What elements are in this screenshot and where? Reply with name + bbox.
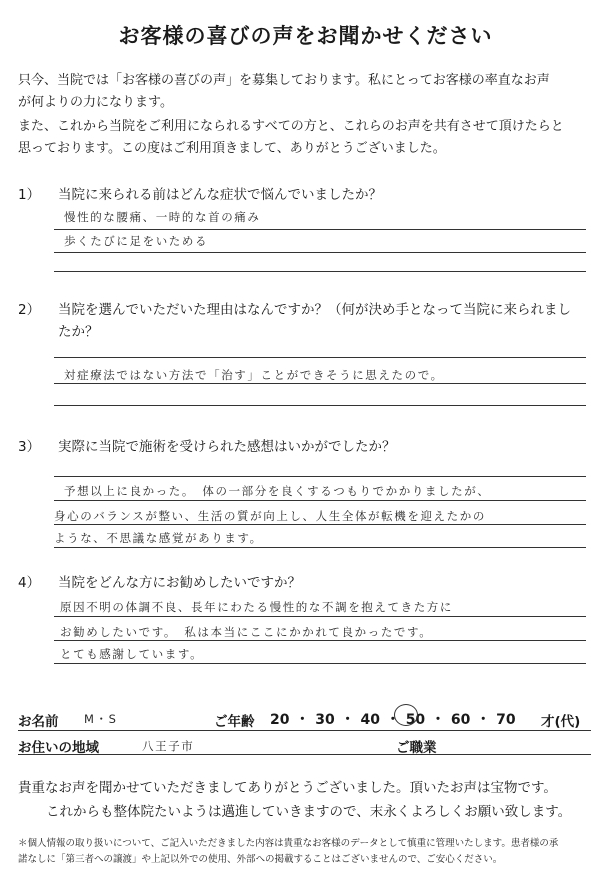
question-3-text: 実際に当院で施術を受けられた感想はいかがでしたか？ xyxy=(58,439,396,455)
privacy-note-line-2: 諾なしに「第三者への譲渡」や上記以外での使用、外部への掲載することはございませんので、ご安心ください。 xyxy=(18,854,503,865)
name-label: お名前 xyxy=(18,714,59,730)
question-2-number: 2） xyxy=(18,302,41,318)
answer-1-line-2: 歩くたびに足をいためる xyxy=(64,234,209,248)
answer-2-line-1: 対症療法ではない方法で「治す」ことができそうに思えたので。 xyxy=(64,368,444,382)
intro-line-4: 思っております。この度はご利用頂きまして、ありがとうございました。 xyxy=(18,141,446,156)
name-value: M・S xyxy=(84,712,118,726)
intro-line-2: が何よりの力になります。 xyxy=(18,95,173,110)
answer-1-line-1: 慢性的な腰痛、一時的な首の痛み xyxy=(64,210,261,224)
question-1-number: 1） xyxy=(18,187,41,203)
answer-3-line-2: 身心のバランスが整い、生活の質が向上し、人生全体が転機を迎えたかの xyxy=(54,509,486,523)
answer-4-line-2: お勧めしたいです。 私は本当にここにかかれて良かったです。 xyxy=(60,625,433,639)
question-3-number: 3） xyxy=(18,439,41,455)
answer-4-line-1: 原因不明の体調不良、長年にわたる慢性的な不調を抱えてきた方に xyxy=(60,600,453,614)
question-2-text-line-1: 当院を選んでいただいた理由はなんですか？（何が決め手となって当院に来られまし xyxy=(58,302,571,318)
job-label: ご職業 xyxy=(396,740,437,756)
answer-rule xyxy=(54,640,586,641)
intro-line-1: 只今、当院では「お客様の喜びの声」を募集しております。私にとってお客様の率直なお声 xyxy=(18,73,550,88)
area-value: 八王子市 xyxy=(142,739,195,753)
answer-rule xyxy=(54,663,586,664)
answer-rule xyxy=(54,476,586,477)
answer-rule xyxy=(54,405,586,406)
question-4-number: 4） xyxy=(18,575,41,591)
answer-rule xyxy=(54,500,586,501)
closing-line-2: これからも整体院たいようは邁進していきますので、末永くよろしくお願い致します。 xyxy=(46,804,572,820)
answer-3-line-1: 予想以上に良かった。 体の一部分を良くするつもりでかかりましたが、 xyxy=(64,484,491,498)
answer-rule xyxy=(54,229,586,230)
answer-rule xyxy=(54,524,586,525)
age-suffix: 才(代) xyxy=(541,714,581,730)
age-options: 20 ・ 30 ・ 40 ・ 50 ・ 60 ・ 70 xyxy=(270,712,516,728)
answer-rule xyxy=(54,271,586,272)
profile-rule xyxy=(18,730,591,731)
question-2-text-line-2: たか？ xyxy=(58,324,99,340)
question-4-text: 当院をどんな方にお勧めしたいですか？ xyxy=(58,575,301,591)
question-1-text: 当院に来られる前はどんな症状で悩んでいましたか？ xyxy=(58,187,382,203)
answer-rule xyxy=(54,616,586,617)
profile-rule xyxy=(18,754,591,755)
answer-4-line-3: とても感謝しています。 xyxy=(60,647,204,661)
intro-line-3: また、これから当院をご利用になられるすべての方と、これらのお声を共有させて頂けたらと xyxy=(18,119,564,134)
answer-rule xyxy=(54,383,586,384)
age-label: ご年齢 xyxy=(214,714,255,730)
privacy-note-line-1: ＊個人情報の取り扱いについて、ご記入いただきました内容は貴重なお客様のデータとして慎重に管理いたします。患者様の承 xyxy=(18,838,559,849)
closing-line-1: 貴重なお声を聞かせていただきましてありがとうございました。頂いたお声は宝物です。 xyxy=(18,780,557,796)
answer-rule xyxy=(54,252,586,253)
age-selected-circle xyxy=(394,704,418,726)
area-label: お住いの地域 xyxy=(18,740,99,756)
answer-rule xyxy=(54,357,586,358)
answer-rule xyxy=(54,547,586,548)
page-title: お客様の喜びの声をお聞かせください xyxy=(118,24,493,48)
answer-3-line-3: ような、不思議な感覚があります。 xyxy=(54,531,263,545)
